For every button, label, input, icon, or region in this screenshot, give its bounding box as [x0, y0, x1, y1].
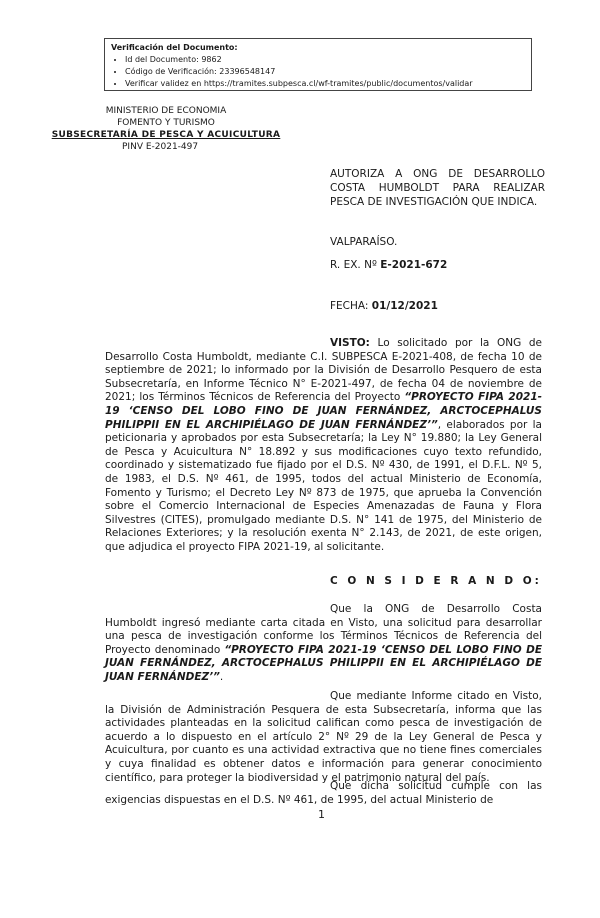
project-name: “PROYECTO FIPA 2021-19 ‘CENSO DEL LOBO FINO DE JUAN FERNÁNDEZ, ARCTOCEPHALUS PHILIPPII EN EL ARCHIPIÉLAGO DE JUAN FERNÁNDEZ’” — [105, 391, 542, 431]
letterhead — [36, 105, 296, 153]
resolution-number — [330, 258, 447, 272]
visto-text: Lo solicitado por la ONG de Desarrollo Costa Humboldt, mediante C.I. SUBPESCA E-2021-408, de fecha 10 de septiembre de 2021; lo informado por la División de Desarrollo Pesquero de esta Subsecretaría, en Informe Técnico N° E-2021-497, de fecha 04 de noviembre de 2021; los Términos Técnicos de Referencia del Proyecto — [105, 337, 542, 404]
verification-box — [104, 38, 532, 91]
city: VALPARAÍSO. — [330, 236, 398, 248]
verification-item: • Código de Verificación: 23396548147 — [125, 66, 525, 78]
project-name: “PROYECTO FIPA 2021-19 ‘CENSO DEL LOBO FINO DE JUAN FERNÁNDEZ, ARCTOCEPHALUS PHILIPPII EN EL ARCHIPIÉLAGO DE JUAN FERNÁNDEZ’” — [105, 643, 542, 683]
visto-text-cont: , elaborados por la peticionaria y aprobados por esta Subsecretaría; la Ley N° 19.880; la Ley General de Pesca y Acuicultura N° 18.892 y sus modificaciones cuyo texto refundido, coordinado y sistematizado fue fijado por el D.S. Nº 430, de 1991, el D.F.L. Nº 5, de 1983, el D.S. Nº 461, de 1995, todos del actual Ministerio de Economía, Fomento y Turismo; el Decreto Ley Nº 873 de 1975, que aprueba la Convención sobre el Comercio Internacional de Especies Amenazadas de Fauna y Flora Silvestres (CITES), promulgado mediante D.S. N° 141 de 1975, del Ministerio de Relaciones Exteriores; y la resolución exenta N° 2.143, de 2021, de este origen, que adjudica el proyecto FIPA 2021-19, al solicitante. — [105, 418, 542, 553]
visto-paragraph — [105, 337, 542, 555]
fecha-value: 01/12/2021 — [371, 300, 438, 312]
page-number: 1 — [318, 808, 325, 821]
ministry-name: MINISTERIO DE ECONOMIA — [105, 106, 227, 116]
visto-label: VISTO: — [330, 337, 370, 349]
rex-label: R. EX. Nº — [330, 259, 381, 271]
considerando-heading: C O N S I D E R A N D O: — [330, 575, 542, 587]
paragraph-text: Que la ONG de Desarrollo Costa Humboldt ingresó mediante carta citada en Visto, una solicitud para desarrollar una pesca de investigación conforme los Términos Técnicos de Referencia del Proyecto denominado — [105, 603, 542, 656]
subsecretaria-name: SUBSECRETARÍA DE PESCA Y ACUICULTURA — [51, 130, 281, 140]
resolution-subject: AUTORIZA A ONG DE DESARROLLO COSTA HUMBOLDT PARA REALIZAR PESCA DE INVESTIGACIÓN QUE INDICA. — [330, 168, 545, 208]
rex-value: E-2021-672 — [380, 259, 448, 271]
ministry-name-line2: FOMENTO Y TURISMO — [117, 118, 215, 128]
fecha-label: FECHA: — [330, 300, 372, 312]
considerando-paragraph-2: Que mediante Informe citado en Visto, la División de Administración Pesquera de esta Subsecretaría, informa que las actividades planteadas en la solicitud califican como pesca de investigación de acuerdo a lo dispuesto en el artículo 2° Nº 29 de la Ley General de Pesca y Acuicultura, por cuanto es una actividad extractiva que no tiene fines comerciales y cuya finalidad es obtener datos e información para generar conocimiento científico, para proteger la biodiversidad y el patrimonio natural del país. — [105, 690, 542, 784]
paragraph-end: . — [219, 670, 224, 683]
verification-item: • Id del Documento: 9862 — [125, 54, 525, 66]
verification-item: • Verificar validez en https://tramites.subpesca.cl/wf-tramites/public/documentos/validar — [125, 78, 525, 90]
resolution-date — [330, 299, 438, 313]
considerando-paragraph-1 — [105, 603, 542, 685]
pinv-reference: PINV E-2021-497 — [122, 142, 199, 152]
verification-title: Verificación del Documento: — [111, 43, 238, 52]
considerando-paragraph-3: Que dicha solicitud cumple con las exigencias dispuestas en el D.S. Nº 461, de 1995, del actual Ministerio de — [105, 780, 542, 806]
verification-list — [111, 54, 525, 90]
